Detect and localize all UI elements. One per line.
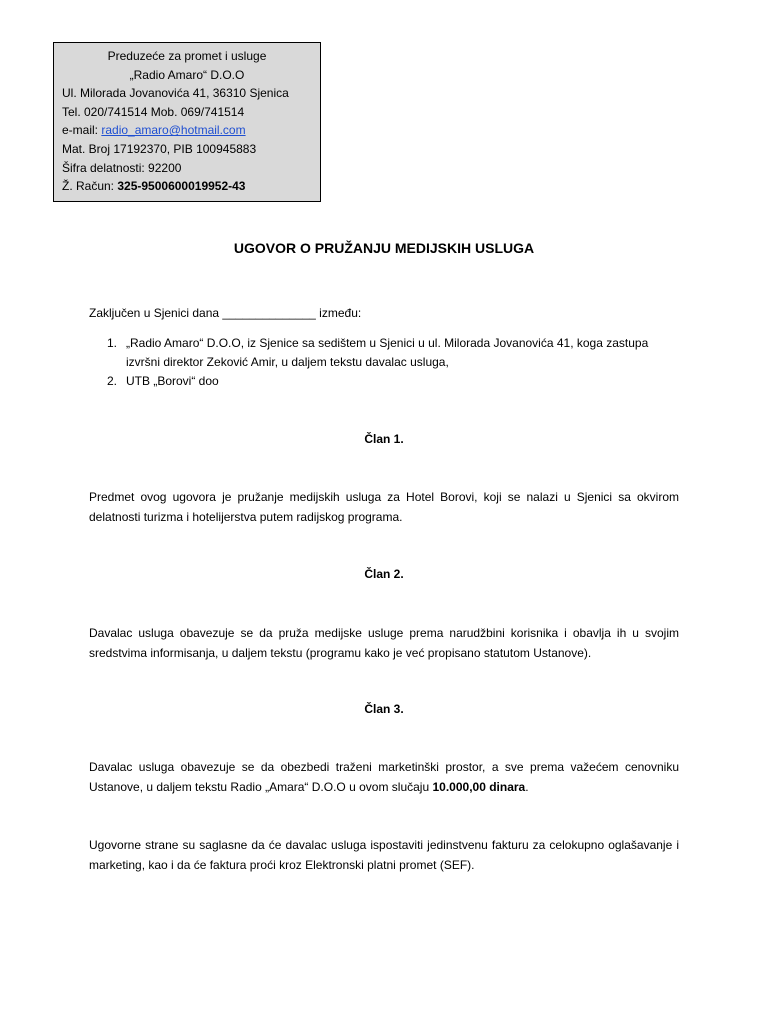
closing-paragraph: Ugovorne strane su saglasne da će davalac usluga ispostaviti jedinstvenu fakturu za celokupno oglašavanje i marketing, kao i da će faktura proći kroz Elektronski platni promet (SEF).	[89, 838, 679, 872]
article-3-text	[89, 758, 679, 797]
party-list	[89, 334, 679, 391]
list-item	[89, 334, 679, 372]
email-label: e-mail:	[62, 123, 102, 138]
email-link[interactable]: radio_amaro@hotmail.com	[101, 123, 246, 138]
article-3-text-start: Davalac usluga obavezuje se da obezbedi traženi marketinški prostor, a sve prema važećem cenovniku Ustanove, u daljem tekstu Radio „Amara“ D.O.O u ovom slučaju	[89, 760, 679, 794]
article-1-text: Predmet ovog ugovora je pružanje medijskih usluga za Hotel Borovi, koji se nalazi u Sjenici sa okvirom delatnosti turizma i hotelijerstva putem radijskog programa.	[89, 490, 679, 524]
contract-title: UGOVOR O PRUŽANJU MEDIJSKIH USLUGA	[233, 240, 535, 256]
price-amount: 10.000,00 dinara	[432, 779, 526, 794]
company-name: „Radio Amaro“ D.O.O	[129, 67, 245, 82]
article-1-heading: Član 1.	[364, 432, 404, 446]
bank-account-line	[62, 177, 320, 196]
activity-code: Šifra delatnosti: 92200	[62, 160, 182, 175]
party-text: UTB „Borovi“ doo	[126, 374, 219, 388]
contract-intro: Zaključen u Sjenici dana ______________ između:	[89, 306, 362, 320]
company-email-line	[62, 121, 320, 140]
list-item	[89, 372, 679, 391]
company-type: Preduzeće za promet i usluge	[107, 49, 267, 63]
article-2-heading: Član 2.	[364, 567, 404, 581]
company-info-box	[53, 42, 321, 202]
list-number: 1.	[107, 336, 118, 350]
article-3-text-end: .	[525, 779, 529, 794]
account-number: 325-9500600019952-43	[117, 179, 246, 194]
company-phone: Tel. 020/741514 Mob. 069/741514	[62, 104, 245, 119]
party-text: „Radio Amaro“ D.O.O, iz Sjenice sa sedištem u Sjenici u ul. Milorada Jovanovića 41, koga zastupa izvršni direktor Zeković Amir, u daljem tekstu davalac usluga,	[126, 336, 649, 369]
company-registration: Mat. Broj 17192370, PIB 100945883	[62, 141, 257, 156]
article-3-heading: Član 3.	[364, 702, 404, 716]
list-number: 2.	[107, 374, 118, 388]
account-label: Ž. Račun:	[62, 179, 118, 194]
company-address: Ul. Milorada Jovanovića 41, 36310 Sjenica	[62, 86, 289, 101]
article-2-text: Davalac usluga obavezuje se da pruža medijske usluge prema narudžbini korisnika i obavlja ih u svojim sredstvima informisanja, u daljem tekstu (programu kako je već propisano statutom Ustanove).	[89, 626, 679, 660]
